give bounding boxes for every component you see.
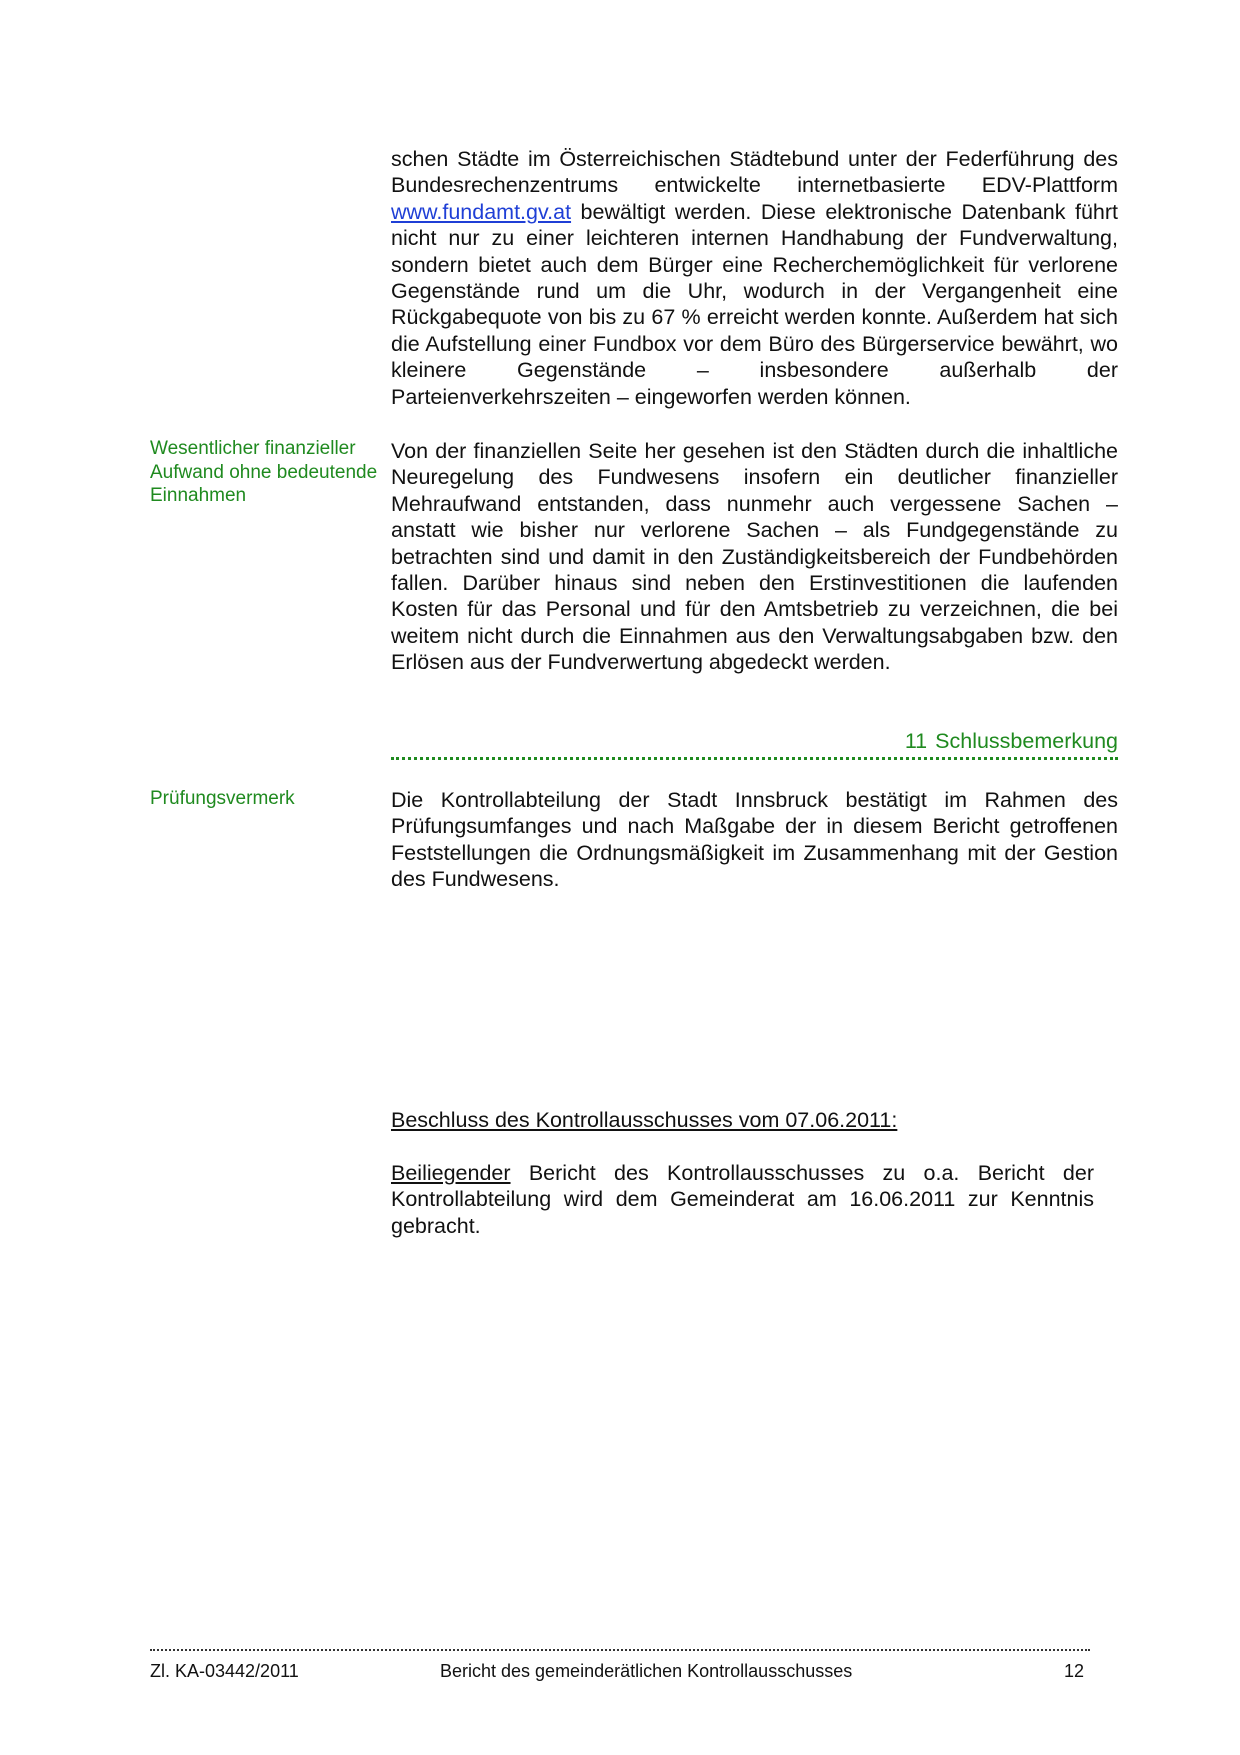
resolution-heading: [391, 1107, 1118, 1133]
paragraph-fundamt: [391, 146, 1118, 410]
resolution-text: [391, 1160, 1094, 1239]
section-divider: [391, 757, 1118, 760]
paragraph-fundamt-text-before: schen Städte im Österreichischen Städtebund unter der Federführung des Bundesrechenzentrums entwickelte internetbasierte EDV-Plattform: [391, 147, 1118, 198]
resolution-first-word: Beiliegender: [391, 1161, 511, 1185]
margin-note-audit-note: Prüfungsvermerk: [150, 788, 295, 809]
margin-note-financial-effort: Wesentlicher finanzieller Aufwand ohne bedeutende Einnahmen: [150, 438, 378, 506]
paragraph-audit-confirmation: Die Kontrollabteilung der Stadt Innsbruck bestätigt im Rahmen des Prüfungsumfanges und nach Maßgabe der in diesem Bericht getroffenen Feststellungen die Ordnungsmäßigkeit im Zusammenhang mit der Gestion des Fundwesens.: [391, 788, 1118, 892]
section-heading: [391, 728, 1118, 754]
footer-divider: [150, 1649, 1090, 1651]
fundamt-link[interactable]: www.fundamt.gv.at: [391, 199, 572, 224]
page-number: 12: [1064, 1661, 1085, 1681]
section-title: Schlussbemerkung: [935, 729, 1118, 753]
paragraph-financial: Von der finanziellen Seite her gesehen ist den Städten durch die inhaltliche Neuregelung des Fundwesens insofern ein deutlicher finanzieller Mehraufwand entstanden, dass nunmehr auch vergessene Sachen – anstatt wie bisher nur verlorene Sachen – als Fundgegenstände zu betrachten sind und damit in den Zuständigkeitsbereich der Fundbehörden fallen. Darüber hinaus sind neben den Erstinvestitionen die laufenden Kosten für das Personal und für den Amtsbetrieb zu verzeichnen, die bei weitem nicht durch die Einnahmen aus den Verwaltungsabgaben bzw. den Erlösen aus der Fundverwertung abgedeckt werden.: [391, 439, 1118, 675]
paragraph-fundamt-text-after: bewältigt werden. Diese elektronische Datenbank führt nicht nur zu einer leichteren internen Handhabung der Fundverwaltung, sondern bietet auch dem Bürger eine Recherchemöglichkeit für verlorene Gegenstände rund um die Uhr, wodurch in der Vergangenheit eine Rückgabequote von bis zu 67 % erreicht werden konnte. Außerdem hat sich die Aufstellung einer Fundbox vor dem Büro des Bürgerservice bewährt, wo kleinere Gegenstände – insbesondere außerhalb der Parteienverkehrszeiten – eingeworfen werden können.: [391, 199, 1118, 409]
footer-title: Bericht des gemeinderätlichen Kontrollausschusses: [440, 1661, 853, 1681]
resolution-heading-text: Beschluss des Kontrollausschusses vom 07.06.2011:: [391, 1108, 898, 1132]
section-number: 11: [904, 729, 928, 753]
footer-reference: Zl. KA-03442/2011: [150, 1661, 299, 1681]
resolution-body: Bericht des Kontrollausschusses zu o.a. Bericht der Kontrollabteilung wird dem Gemeinderat am 16.06.2011 zur Kenntnis gebracht.: [391, 1161, 1094, 1238]
